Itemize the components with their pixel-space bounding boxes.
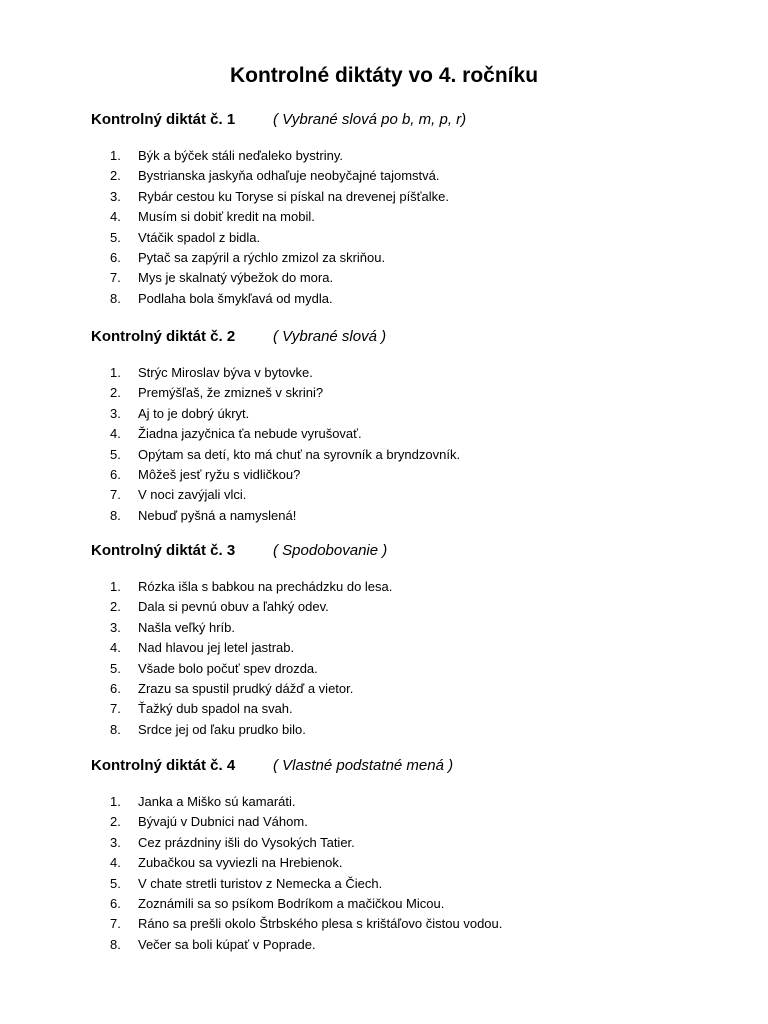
item-number: 1. bbox=[110, 148, 121, 163]
item-number: 6. bbox=[110, 681, 121, 696]
item-text: Bývajú v Dubnici nad Váhom. bbox=[138, 814, 308, 830]
list-item bbox=[0, 424, 768, 444]
item-text: Premýšľaš, že zmizneš v skrini? bbox=[138, 385, 324, 401]
item-text: Ráno sa prešli okolo Štrbského plesa s krištáľovo čistou vodou. bbox=[138, 916, 503, 932]
page-title: Kontrolné diktáty vo 4. ročníku bbox=[229, 64, 539, 87]
item-number: 5. bbox=[110, 229, 121, 245]
item-number: 2. bbox=[110, 599, 121, 615]
section-subtitle: ( Vybrané slová po b, m, p, r) bbox=[273, 111, 467, 128]
list-item bbox=[0, 853, 768, 873]
item-text: Strýc Miroslav býva v bytovke. bbox=[138, 365, 313, 380]
item-text: Srdce jej od ľaku prudko bilo. bbox=[138, 721, 306, 737]
section-title: Kontrolný diktát č. 1 bbox=[91, 111, 236, 128]
item-number: 4. bbox=[110, 209, 121, 225]
section-heading bbox=[91, 325, 386, 349]
section-heading bbox=[91, 754, 453, 778]
item-text: Rózka išla s babkou na prechádzku do lesa. bbox=[138, 579, 393, 594]
list-item bbox=[0, 207, 768, 227]
list-item bbox=[0, 894, 768, 914]
item-text: Mys je skalnatý výbežok do mora. bbox=[138, 270, 334, 286]
section-subtitle: ( Vybrané slová ) bbox=[273, 328, 387, 345]
item-text: Musím si dobiť kredit na mobil. bbox=[138, 209, 315, 225]
item-number: 7. bbox=[110, 270, 121, 286]
item-text: Cez prázdniny išli do Vysokých Tatier. bbox=[138, 834, 355, 850]
item-text: Rybár cestou ku Toryse si pískal na drevenej píšťalke. bbox=[138, 188, 450, 204]
item-text: Zrazu sa spustil prudký dážď a vietor. bbox=[138, 681, 354, 696]
item-number: 3. bbox=[110, 405, 121, 421]
item-number: 5. bbox=[110, 446, 121, 462]
list-item bbox=[0, 166, 768, 186]
item-text: Našla veľký hríb. bbox=[138, 619, 235, 635]
item-text: Opýtam sa detí, kto má chuť na syrovník a bryndzovník. bbox=[138, 446, 461, 462]
list-item bbox=[0, 679, 768, 699]
list-item bbox=[0, 618, 768, 638]
item-number: 2. bbox=[110, 814, 121, 830]
item-text: Bystrianska jaskyňa odhaľuje neobyčajné tajomstvá. bbox=[138, 168, 440, 184]
item-text: Janka a Miško sú kamaráti. bbox=[138, 794, 296, 809]
item-number: 8. bbox=[110, 721, 121, 737]
list-item bbox=[0, 506, 768, 526]
item-text: Môžeš jesť ryžu s vidličkou? bbox=[138, 467, 301, 482]
list-item bbox=[0, 363, 768, 383]
list-item bbox=[0, 465, 768, 485]
section-title: Kontrolný diktát č. 2 bbox=[91, 328, 236, 345]
item-number: 7. bbox=[110, 487, 121, 503]
list-item bbox=[0, 833, 768, 853]
list-item bbox=[0, 146, 768, 166]
item-text: Všade bolo počuť spev drozda. bbox=[138, 660, 318, 676]
item-number: 7. bbox=[110, 916, 121, 932]
section-heading bbox=[91, 108, 466, 132]
item-text: Ťažký dub spadol na svah. bbox=[138, 701, 293, 717]
item-number: 6. bbox=[110, 896, 121, 911]
item-text: Býk a býček stáli neďaleko bystriny. bbox=[138, 148, 344, 163]
item-number: 6. bbox=[110, 467, 121, 482]
item-number: 4. bbox=[110, 640, 121, 656]
item-number: 1. bbox=[110, 579, 121, 594]
item-number: 2. bbox=[110, 168, 121, 184]
list-item bbox=[0, 914, 768, 934]
list-item bbox=[0, 638, 768, 658]
item-text: Nebuď pyšná a namyslená! bbox=[138, 507, 297, 523]
list-item bbox=[0, 812, 768, 832]
list-item bbox=[0, 720, 768, 740]
list-item bbox=[0, 792, 768, 812]
list-item bbox=[0, 935, 768, 955]
list-item bbox=[0, 268, 768, 288]
item-number: 6. bbox=[110, 250, 121, 265]
item-number: 4. bbox=[110, 855, 121, 871]
section-subtitle: ( Vlastné podstatné mená ) bbox=[273, 757, 454, 774]
item-text: V noci zavýjali vlci. bbox=[138, 487, 247, 503]
item-number: 1. bbox=[110, 365, 121, 380]
item-number: 5. bbox=[110, 660, 121, 676]
list-item bbox=[0, 874, 768, 894]
item-number: 3. bbox=[110, 619, 121, 635]
list-item bbox=[0, 248, 768, 268]
item-number: 8. bbox=[110, 290, 121, 306]
item-number: 8. bbox=[110, 936, 121, 952]
list-item bbox=[0, 445, 768, 465]
item-text: Aj to je dobrý úkryt. bbox=[138, 405, 250, 421]
item-text: Večer sa boli kúpať v Poprade. bbox=[138, 936, 316, 952]
item-number: 7. bbox=[110, 701, 121, 717]
item-text: Nad hlavou jej letel jastrab. bbox=[138, 640, 295, 656]
section-title: Kontrolný diktát č. 4 bbox=[91, 757, 236, 774]
item-text: Zubačkou sa vyviezli na Hrebienok. bbox=[138, 855, 343, 871]
list-item bbox=[0, 383, 768, 403]
item-number: 1. bbox=[110, 794, 121, 809]
list-item bbox=[0, 659, 768, 679]
list-item bbox=[0, 187, 768, 207]
item-number: 3. bbox=[110, 188, 121, 204]
item-text: V chate stretli turistov z Nemecka a Čiech. bbox=[138, 875, 383, 891]
list-item bbox=[0, 597, 768, 617]
list-item bbox=[0, 404, 768, 424]
item-text: Žiadna jazyčnica ťa nebude vyrušovať. bbox=[138, 426, 362, 442]
item-number: 4. bbox=[110, 426, 121, 442]
section-subtitle: ( Spodobovanie ) bbox=[273, 542, 388, 559]
item-text: Zoznámili sa so psíkom Bodríkom a mačičkou Micou. bbox=[138, 896, 445, 911]
section-heading bbox=[91, 539, 387, 563]
item-text: Podlaha bola šmykľavá od mydla. bbox=[138, 290, 333, 306]
section-title: Kontrolný diktát č. 3 bbox=[91, 542, 236, 559]
list-item bbox=[0, 577, 768, 597]
item-number: 2. bbox=[110, 385, 121, 401]
item-number: 3. bbox=[110, 834, 121, 850]
item-number: 5. bbox=[110, 875, 121, 891]
list-item bbox=[0, 699, 768, 719]
item-number: 8. bbox=[110, 507, 121, 523]
item-text: Dala si pevnú obuv a ľahký odev. bbox=[138, 599, 329, 615]
item-text: Pytač sa zapýril a rýchlo zmizol za skriňou. bbox=[138, 250, 386, 265]
list-item bbox=[0, 228, 768, 248]
list-item bbox=[0, 289, 768, 309]
list-item bbox=[0, 485, 768, 505]
item-text: Vtáčik spadol z bidla. bbox=[138, 229, 261, 245]
